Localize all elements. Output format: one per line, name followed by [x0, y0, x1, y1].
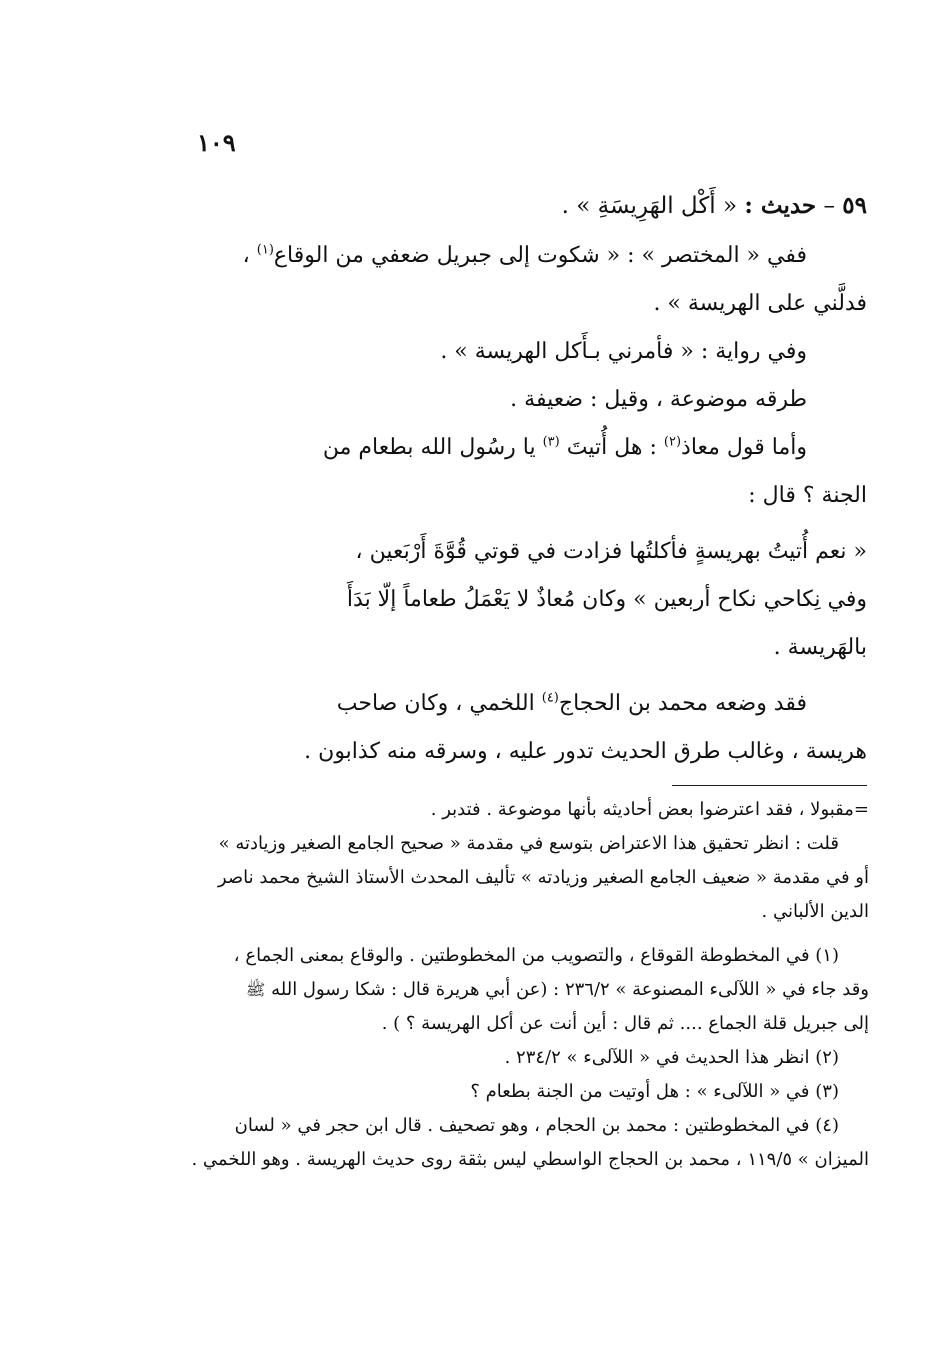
footnotes [172, 793, 869, 1177]
body-line: طرقه موضوعة ، وقيل : ضعيفة . [510, 387, 807, 412]
footnote-line: قلت : انظر تحقيق هذا الاعتراض بتوسع في مقدمة « صحيح الجامع الصغير وزيادته » [218, 833, 839, 854]
hadith-number: ٥٩ [842, 192, 867, 219]
body-line: وفي رواية : « فأمرني بـأَكل الهريسة » . [440, 339, 807, 364]
body-line: فقد وضعه محمد بن الحجاج$^{(٤)}$ اللخمي ، وكان صاحب [336, 690, 807, 716]
body-line: وفي نِكاحي نكاح أربعين » وكان مُعاذٌ لا يَعْمَلُ طعاماً إلّا بَدَأَ [346, 587, 867, 612]
footnote-line: الدين الألباني . [761, 901, 869, 922]
hadith-keyword: حديث : [744, 192, 817, 219]
footnote-line: الميزان » ١١٩/٥ ، محمد بن الحجاج الواسطي ليس بثقة روى حديث الهريسة . وهو اللخمي . [191, 1149, 869, 1170]
footnote-line: (٣) في « اللآلىء » : هل أوتيت من الجنة بطعام ؟ [470, 1081, 839, 1102]
body-line: وأما قول معاذ$^{(٢)}$ : هل أُتيتَ $^{(٣)}$ يا رسُول الله بطعام من [322, 434, 807, 460]
footnote-line: وقد جاء في « اللآلىء المصنوعة » ٢٣٦/٢ : (عن أبي هريرة قال : شكا رسول الله ﷺ [246, 979, 869, 1000]
hadith-dash: – [823, 193, 835, 219]
footnote-line: (٢) انظر هذا الحديث في « اللآلىء » ٢٣٤/٢ . [504, 1047, 839, 1068]
footnote-marker: (٢) [663, 434, 682, 450]
footnote-line: إلى جبريل قلة الجماع .... ثم قال : أين أنت عن أكل الهريسة ؟ ) . [381, 1013, 869, 1034]
footnote-line: (١) في المخطوطة القوقاع ، والتصويب من المخطوطتين . والوقاع بمعنى الجماع ، [233, 945, 839, 966]
footnote-line: (٤) في المخطوطتين : محمد بن الحجام ، وهو تصحيف . قال ابن حجر في « لسان [234, 1115, 839, 1136]
body-line: فدلَّني على الهريسة » . [653, 291, 867, 316]
body-line: ففي « المختصر » : « شكوت إلى جبريل ضعفي من الوقاع$^{(١)}$ ، [242, 242, 807, 268]
hadith-title: « أَكْل الهَرِيسَةِ » . [561, 193, 738, 219]
main-text [195, 180, 867, 776]
body-line: بالهَريسة . [773, 635, 867, 660]
footnote-separator [672, 785, 867, 786]
footnote-marker: (١) [256, 242, 274, 258]
salutation-glyph: ﷺ [246, 980, 266, 999]
footnote-marker: (٤) [541, 690, 559, 706]
page-number: ١٠٩ [197, 128, 236, 157]
footnote-line: =مقبولا ، فقد اعترضوا بعض أحاديثه بأنها موضوعة . فتدبر . [430, 799, 869, 820]
footnote-marker: (٣) [542, 434, 560, 450]
body-line: هريسة ، وغالب طرق الحديث تدور عليه ، وسرقه منه كذابون . [304, 739, 867, 764]
footnote-line: أو في مقدمة « ضعيف الجامع الصغير وزيادته » تأليف المحدث الأستاذ الشيخ محمد ناصر [217, 867, 869, 888]
body-line: الجنة ؟ قال : [748, 483, 867, 508]
hadith-title-line [195, 180, 867, 232]
body-line: « نعم أُتيتُ بهريسةٍ فأكلتُها فزادت في قوتي قُوَّةَ أَرْبَعين ، [355, 539, 867, 564]
